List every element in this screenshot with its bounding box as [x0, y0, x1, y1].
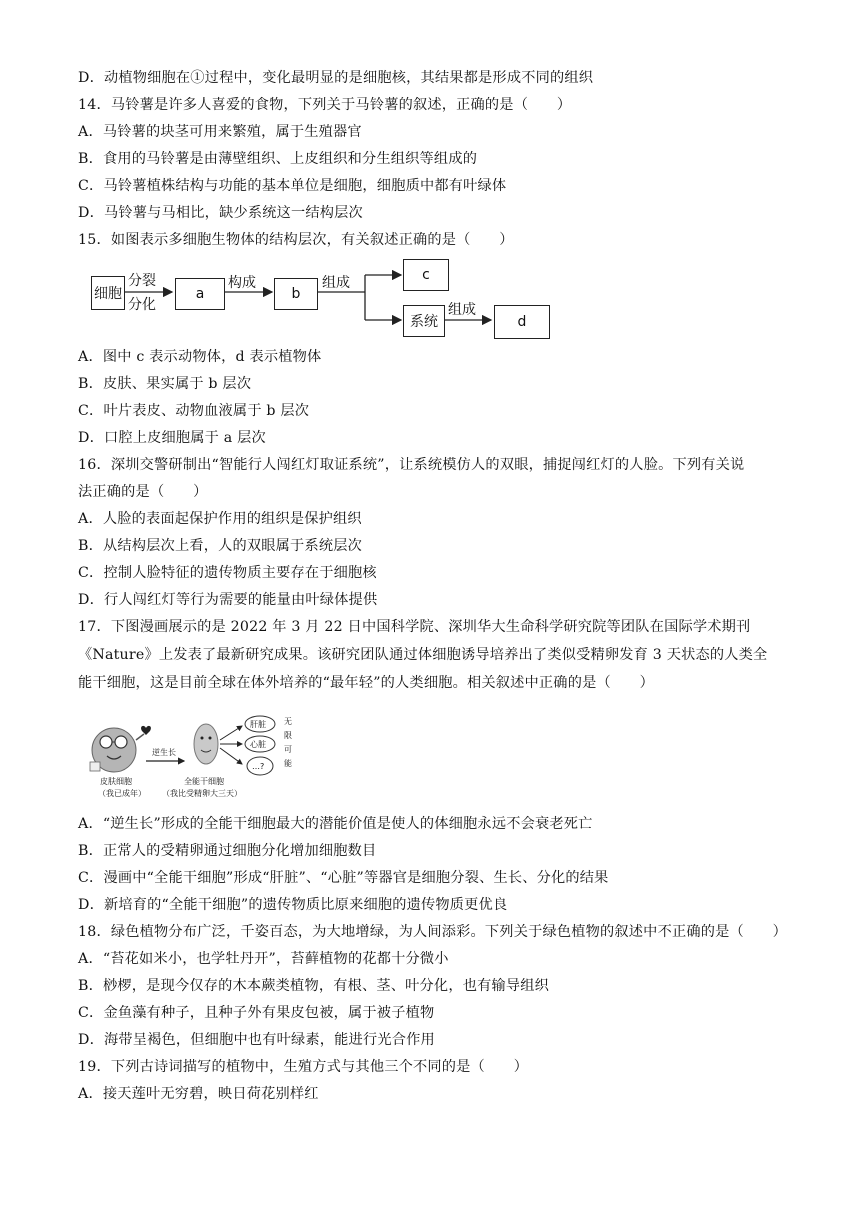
q15-option-d: D．口腔上皮细胞属于 a 层次 — [78, 430, 266, 446]
q16-option-b: B．从结构层次上看，人的双眼属于系统层次 — [78, 538, 362, 554]
q16-stem-line-2: 法正确的是（ ） — [78, 484, 208, 500]
compose-label-2: 组成 — [322, 275, 350, 291]
stem-cell-label: 全能干细胞 — [184, 777, 224, 786]
q15-option-a: A．图中 c 表示动物体，d 表示植物体 — [78, 349, 322, 365]
reverse-growth-label: 逆生长 — [152, 748, 176, 757]
stem-cell-cartoon — [84, 712, 304, 802]
level-b-box: b — [274, 278, 318, 310]
q17-stem-line-1: 17．下图漫画展示的是 2022 年 3 月 22 日中国科学院、深圳华大生命科学研究院等团队在国际学术期刊 — [78, 619, 751, 635]
heart-icon — [141, 726, 151, 735]
q18-option-a: A．“苔花如米小，也学牡丹开”，苔藓植物的花都十分微小 — [78, 951, 449, 967]
q15-option-b: B．皮肤、果实属于 b 层次 — [78, 376, 252, 392]
cell-box: 细胞 — [91, 276, 125, 310]
q18-stem: 18．绿色植物分布广泛，千姿百态，为大地增绿，为人间添彩。下列关于绿色植物的叙述中不正确的是（ ） — [78, 924, 788, 940]
q14-option-d: D．马铃薯与马相比，缺少系统这一结构层次 — [78, 205, 363, 221]
q17-option-d: D．新培育的“全能干细胞”的遗传物质比原来细胞的遗传物质更优良 — [78, 897, 508, 913]
differentiate-label: 分化 — [128, 297, 156, 313]
q16-option-d: D．行人闯红灯等行为需要的能量由叶绿体提供 — [78, 592, 378, 608]
q17-option-b: B．正常人的受精卵通过细胞分化增加细胞数目 — [78, 843, 377, 859]
skin-cell-note: （我已成年） — [98, 789, 146, 798]
q16-option-a: A．人脸的表面起保护作用的组织是保护组织 — [78, 511, 362, 527]
q15-option-c: C．叶片表皮、动物血液属于 b 层次 — [78, 403, 310, 419]
stem-cell-note: （我比受精卵大三天） — [162, 789, 242, 798]
unlimited-char-2: 限 — [284, 731, 292, 740]
unlimited-char-4: 能 — [284, 759, 292, 768]
q16-stem-line-1: 16．深圳交警研制出“智能行人闯红灯取证系统”，让系统模仿人的双眼，捕捉闯红灯的人脸。下列有关说 — [78, 457, 745, 473]
q15-stem: 15．如图表示多细胞生物体的结构层次，有关叙述正确的是（ ） — [78, 232, 514, 248]
compose-label-3: 组成 — [448, 302, 476, 318]
q14-option-c: C．马铃薯植株结构与功能的基本单位是细胞，细胞质中都有叶绿体 — [78, 178, 507, 194]
compose-label-1: 构成 — [228, 275, 256, 291]
liver-label: 肝脏 — [250, 720, 266, 729]
unlimited-char-3: 可 — [284, 745, 292, 754]
level-a-box: a — [175, 278, 225, 310]
q18-option-b: B．桫椤，是现今仅存的木本蕨类植物，有根、茎、叶分化，也有输导组织 — [78, 978, 550, 994]
heart-label: 心脏 — [250, 740, 266, 749]
q18-option-d: D．海带呈褐色，但细胞中也有叶绿素，能进行光合作用 — [78, 1032, 435, 1048]
q17-option-a: A．“逆生长”形成的全能干细胞最大的潜能价值是使人的体细胞永远不会衰老死亡 — [78, 816, 593, 832]
system-box: 系统 — [403, 305, 445, 337]
q17-option-c: C．漫画中“全能干细胞”形成“肝脏”、“心脏”等器官是细胞分裂、生长、分化的结果 — [78, 870, 609, 886]
level-d-box: d — [494, 305, 550, 339]
q14-option-b: B．食用的马铃薯是由薄壁组织、上皮组织和分生组织等组成的 — [78, 151, 478, 167]
q14-stem: 14．马铃薯是许多人喜爱的食物，下列关于马铃薯的叙述，正确的是（ ） — [78, 97, 572, 113]
q17-stem-line-2: 《Nature》上发表了最新研究成果。该研究团队通过体细胞诱导培养出了类似受精卵发育 3 天状态的人类全 — [78, 647, 768, 663]
q19-stem: 19．下列古诗词描写的植物中，生殖方式与其他三个不同的是（ ） — [78, 1059, 529, 1075]
divide-label: 分裂 — [128, 273, 156, 289]
unlimited-char-1: 无 — [284, 717, 292, 726]
q16-option-c: C．控制人脸特征的遗传物质主要存在于细胞核 — [78, 565, 377, 581]
q13-option-d: D．动植物细胞在①过程中，变化最明显的是细胞核，其结果都是形成不同的组织 — [78, 70, 594, 86]
q18-option-c: C．金鱼藻有种子，且种子外有果皮包被，属于被子植物 — [78, 1005, 435, 1021]
bag-icon — [90, 762, 100, 771]
q14-option-a: A．马铃薯的块茎可用来繁殖，属于生殖器官 — [78, 124, 362, 140]
unknown-label: …? — [252, 762, 265, 771]
skin-cell-label: 皮肤细胞 — [100, 777, 132, 786]
q19-option-a: A．接天莲叶无穷碧，映日荷花别样红 — [78, 1086, 319, 1102]
stem-cell-figure — [194, 724, 218, 764]
q17-stem-line-3: 能干细胞，这是目前全球在体外培养的“最年轻”的人类细胞。相关叙述中正确的是（ ） — [78, 675, 655, 691]
level-c-box: c — [403, 259, 449, 291]
